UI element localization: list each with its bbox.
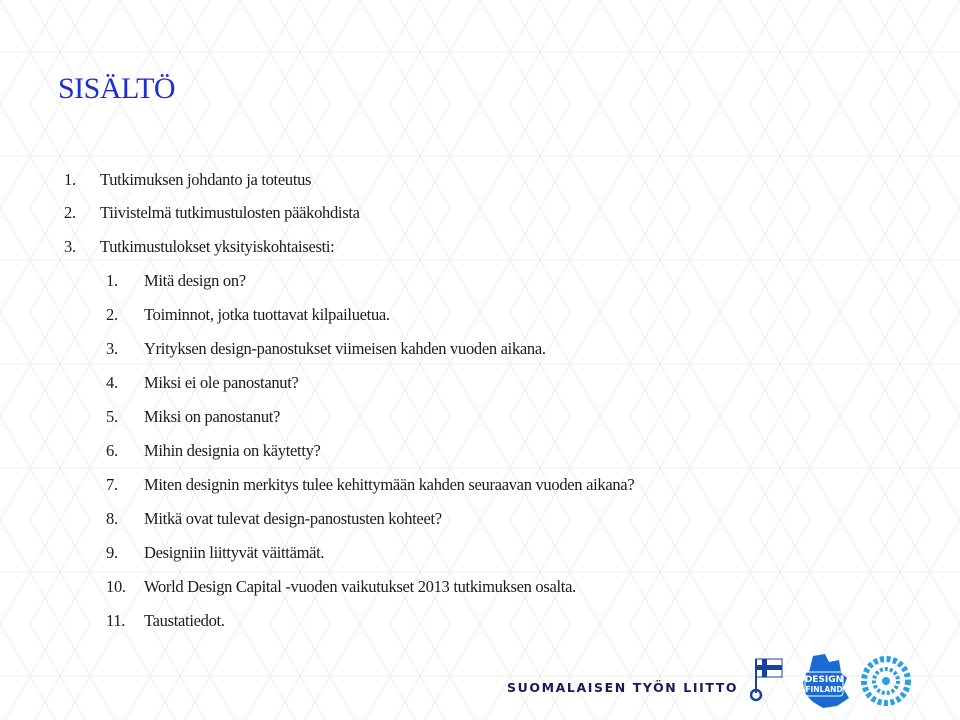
sub-list-item-number: 9. [106,543,118,562]
sub-list-item-text: Mitä design on? [144,271,246,290]
sub-list-item-text: Yrityksen design-panostukset viimeisen kahden vuoden aikana. [144,339,546,358]
organization-name: SUOMALAISEN TYÖN LIITTO [507,680,739,695]
list-item [64,237,334,257]
sub-list-item-number: 8. [106,509,118,528]
sub-list-item-text: Miksi ei ole panostanut? [144,373,299,392]
list-item-text: Tiivistelmä tutkimustulosten pääkohdista [100,203,360,222]
sub-list-item [106,305,390,325]
sub-list-item-number: 4. [106,373,118,392]
sub-list-item [106,407,280,427]
design-finland-logo-bottom-text: FINLAND [805,685,843,694]
sub-list-item-text: Toiminnot, jotka tuottavat kilpailuetua. [144,305,390,324]
sub-list-item-number: 11. [106,611,126,630]
sub-list-item-text: World Design Capital -vuoden vaikutukset 2013 tutkimuksen osalta. [144,577,576,596]
sub-list-item [106,577,576,597]
page-title: SISÄLTÖ [58,72,176,105]
sub-list-item-text: Mihin designia on käytetty? [144,441,321,460]
sub-list-item [106,475,634,495]
sub-list-item [106,543,324,563]
sub-list-item-number: 1. [106,271,118,290]
list-item-number: 2. [64,203,76,222]
sub-list-item-text: Taustatiedot. [144,611,225,630]
sub-list-item-number: 5. [106,407,118,426]
design-finland-logo-top-text: DESIGN [804,675,844,685]
circular-emblem-logo [860,655,912,707]
sub-list-item [106,611,225,631]
sub-list-item-number: 7. [106,475,118,494]
sub-list-item-text: Miten designin merkitys tulee kehittymään kahden seuraavan vuoden aikana? [144,475,635,494]
list-item-number: 1. [64,170,76,189]
sub-list-item-number: 3. [106,339,118,358]
sub-list-item [106,339,546,359]
sub-list-item-number: 6. [106,441,118,460]
list-item [64,203,360,223]
sub-list-item [106,271,246,291]
list-item-text: Tutkimuksen johdanto ja toteutus [100,170,312,189]
list-item-number: 3. [64,237,76,256]
sub-list-item [106,509,442,529]
flag-key-logo [750,655,786,703]
sub-list-item-text: Miksi on panostanut? [144,407,281,426]
list-item [64,170,311,190]
sub-list-item-text: Mitkä ovat tulevat design-panostusten kohteet? [144,509,442,528]
sub-list-item-text: Designiin liittyvät väittämät. [144,543,325,562]
design-finland-logo [795,652,853,710]
list-item-text: Tutkimustulokset yksityiskohtaisesti: [100,237,335,256]
sub-list-item-number: 2. [106,305,118,324]
sub-list-item [106,441,321,461]
sub-list-item-number: 10. [106,577,126,596]
sub-list-item [106,373,299,393]
